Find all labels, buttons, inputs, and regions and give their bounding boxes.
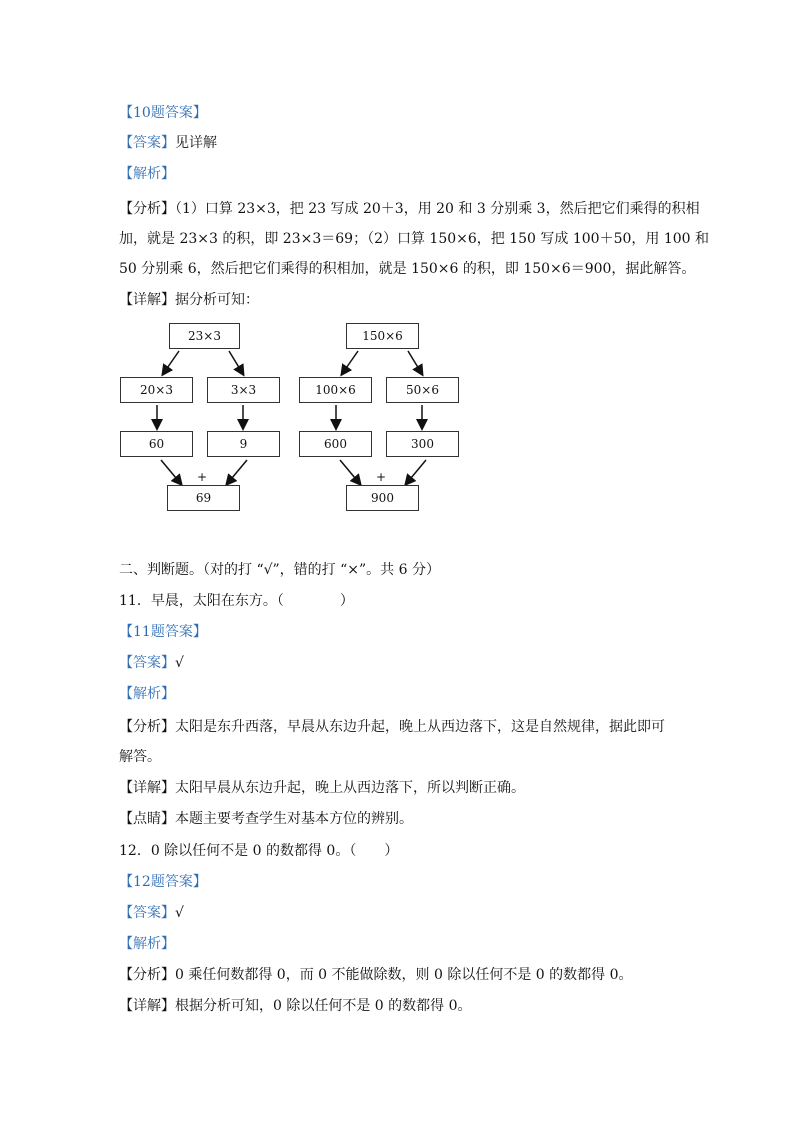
q12-fenxi <box>119 966 633 984</box>
q12-header: 【12题答案】 <box>119 874 207 890</box>
answer-text: √ <box>175 905 184 921</box>
detail-tag: 【详解】 <box>119 780 175 796</box>
q11-fenxi-line1 <box>119 718 665 736</box>
q12-question: 12．0 除以任何不是 0 的数都得 0。（ ） <box>119 843 399 859</box>
plus-sign: + <box>197 470 208 484</box>
q10-fenxi-line2: 加，就是 23×3 的积，即 23×3＝69；（2）口算 150×6，把 150 写成 100＋50，用 100 和 <box>119 231 710 247</box>
q10-fenxi-line3: 50 分别乘 6，然后把它们乘得的积相加，就是 150×6 的积，即 150×6＝900，据此解答。 <box>119 261 696 277</box>
box-mid-left: 20×3 <box>120 377 193 403</box>
box-top: 150×6 <box>346 323 419 349</box>
box-result: 900 <box>346 485 419 511</box>
q12-detail <box>119 997 472 1015</box>
q10-detail <box>119 291 259 309</box>
answer-tag: 【答案】 <box>119 655 175 671</box>
fenxi-tag: 【分析】 <box>119 967 175 983</box>
answer-tag: 【答案】 <box>119 905 175 921</box>
answer-tag: 【答案】 <box>119 135 175 151</box>
q11-analysis-tag: 【解析】 <box>119 686 175 702</box>
box-low-left: 600 <box>299 431 372 457</box>
diagram-right <box>298 320 648 520</box>
q11-detail <box>119 779 525 797</box>
q10-header: 【10题答案】 <box>119 105 207 121</box>
detail-tag: 【详解】 <box>119 292 175 308</box>
q12-analysis-tag: 【解析】 <box>119 936 175 952</box>
q11-answer <box>119 654 184 672</box>
q10-analysis-tag: 【解析】 <box>119 166 175 182</box>
detail-text: 太阳早晨从东边升起，晚上从西边落下，所以判断正确。 <box>175 780 525 796</box>
q10-answer <box>119 134 217 152</box>
q11-question: 11．早晨，太阳在东方。（ ） <box>119 593 354 609</box>
plus-sign: + <box>376 470 387 484</box>
q11-dianjing <box>119 810 413 828</box>
box-result: 69 <box>167 485 240 511</box>
fenxi-tag: 【分析】 <box>119 719 175 735</box>
box-mid-right: 3×3 <box>207 377 280 403</box>
dianjing-tag: 【点睛】 <box>119 811 175 827</box>
detail-text: 根据分析可知，0 除以任何不是 0 的数都得 0。 <box>175 998 472 1014</box>
q12-answer <box>119 904 184 922</box>
box-mid-left: 100×6 <box>299 377 372 403</box>
q11-header: 【11题答案】 <box>119 624 207 640</box>
detail-tag: 【详解】 <box>119 998 175 1014</box>
fenxi-text: 太阳是东升西落，早晨从东边升起，晚上从西边落下，这是自然规律，据此即可 <box>175 719 665 735</box>
box-low-left: 60 <box>120 431 193 457</box>
fenxi-text: 0 乘任何数都得 0，而 0 不能做除数，则 0 除以任何不是 0 的数都得 0。 <box>175 967 633 983</box>
fenxi-tag: 【分析】 <box>119 201 175 217</box>
answer-text: 见详解 <box>175 135 217 151</box>
section2-title: 二、判断题。（对的打 “√”，错的打 “×”。共 6 分） <box>119 562 440 578</box>
q10-fenxi-line1 <box>119 200 700 218</box>
fenxi-text: （1）口算 23×3，把 23 写成 20＋3，用 20 和 3 分别乘 3，然后把它们乘得的积相 <box>175 201 700 217</box>
box-mid-right: 50×6 <box>386 377 459 403</box>
dianjing-text: 本题主要考查学生对基本方位的辨别。 <box>175 811 413 827</box>
q11-fenxi-line2: 解答。 <box>119 749 161 765</box>
box-top: 23×3 <box>169 323 240 349</box>
box-low-right: 300 <box>386 431 459 457</box>
detail-text: 据分析可知： <box>175 292 259 308</box>
box-low-right: 9 <box>207 431 280 457</box>
answer-text: √ <box>175 655 184 671</box>
